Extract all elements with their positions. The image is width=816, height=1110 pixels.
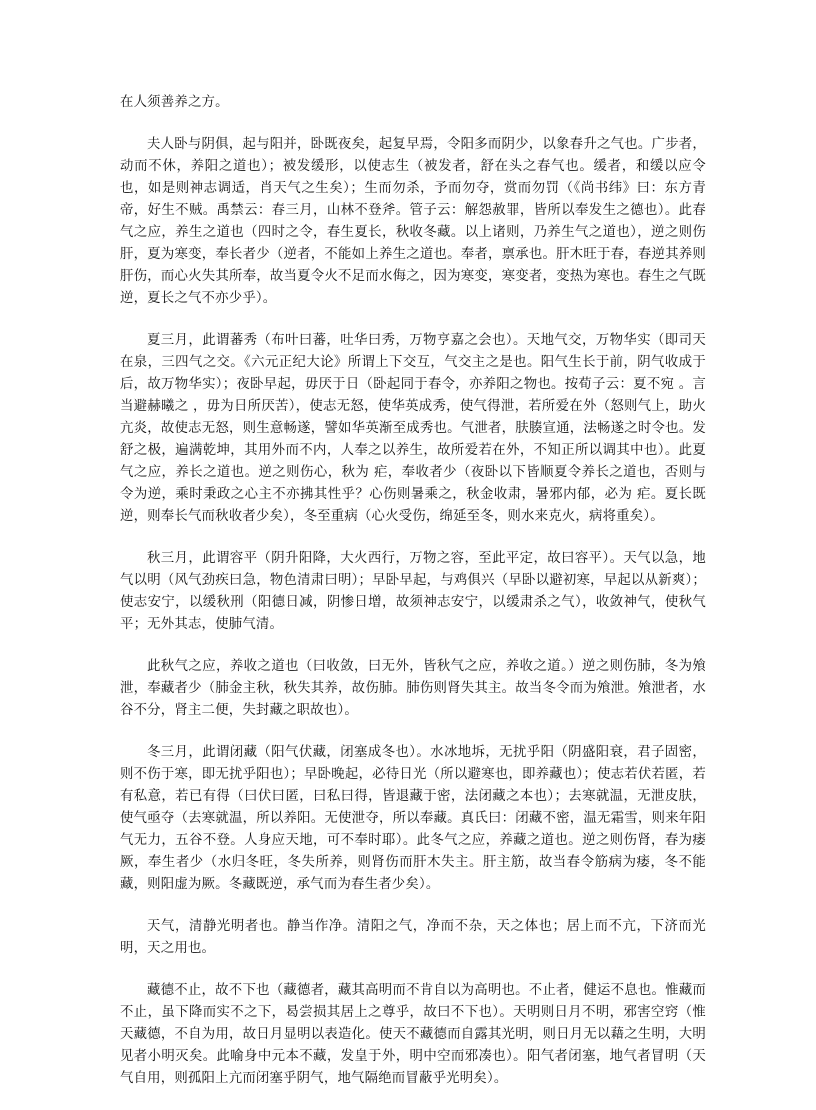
paragraph-autumn-response: 此秋气之应，养收之道也（曰收敛，曰无外，皆秋气之应，养收之道。）逆之则伤肺，冬为飧泄，奉藏者少（肺金主秋，秋失其养，故伤肺。肺伤则肾失其主。故当冬令而为飧泄。飧泄者，水谷不分，肾主二便，失封藏之职故也）。 xyxy=(120,659,706,718)
paragraph-spring: 夫人卧与阴俱，起与阳并，卧既夜矣，起复早焉，令阳多而阴少，以象春升之气也。广步者，动而不休，养阳之道也）；被发缓形，以使志生（被发者，舒在头之春气也。缓者，和缓以应令也，如是则神志调适，肖天气之生矣）；生而勿杀，予而勿夺，赏而勿罚（《尚书纬》曰：东方青帝，好生不贼。禹禁云：春三月，山林不登斧。管子云：解怨赦罪，皆所以奉发生之德也）。此春气之应，养生之道也（四时之令，春生夏长，秋收冬藏。以上诸则，乃养生气之道也），逆之则伤肝，夏为寒变，奉长者少（逆者，不能如上养生之道也。奉者，禀承也。肝木旺于春，春逆其养则肝伤，而心火失其所奉，故当夏令火不足而水侮之，因为寒变，寒变者，变热为寒也。春生之气既逆，夏长之气不亦少乎）。 xyxy=(120,137,706,306)
paragraph-intro: 在人须善养之方。 xyxy=(120,95,229,110)
paragraph-hidden-virtue: 藏德不止，故不下也（藏德者，藏其高明而不肯自以为高明也。不止者，健运不息也。惟藏而不止，虽下降而实不之下，曷尝损其居上之尊乎，故曰不下也）。天明则日月不明，邪害空窍（惟天藏德，不自为用，故日月显明以表造化。使天不藏德而自露其光明，则日月无以藉之生明，大明见者小明灭矣。此喻身中元本不藏，发皇于外，明中空而邪凑也）。阳气者闭塞，地气者冒明（天气自用，则孤阳上亢而闭塞乎阴气，地气隔绝而冒蔽乎光明矣）。 xyxy=(120,983,706,1086)
paragraph-autumn: 秋三月，此谓容平（阴升阳降，大火西行，万物之容，至此平定，故曰容平）。天气以急，地气以明（风气劲疾曰急，物色清肃曰明）；早卧早起，与鸡俱兴（早卧以避初寒，早起以从新爽）；使志安宁，以缓秋刑（阳德日减，阴惨日增，故须神志安宁，以缓肃杀之气），收敛神气，使秋气平；无外其志，使肺气清。 xyxy=(120,551,706,632)
paragraph-winter: 冬三月，此谓闭藏（阳气伏藏，闭塞成冬也）。水冰地坼，无扰乎阳（阴盛阳衰，君子固密，则不伤于寒，即无扰乎阳也）；早卧晚起，必待日光（所以避寒也，即养藏也）；使志若伏若匿，若有私意，若已有得（曰伏曰匿，曰私曰得，皆退藏于密，法闭藏之本也）；去寒就温，无泄皮肤，使气亟夺（去寒就温，所以养阳。无使泄夺，所以奉藏。真氏曰：闭藏不密，温无霜雪，则来年阳气无力，五谷不登。人身应天地，可不奉时耶）。此冬气之应，养藏之道也。逆之则伤肾，春为痿厥，奉生者少（水归冬旺，冬失所养，则肾伤而肝木失主。肝主筋，故当春令筋病为痿，冬不能藏，则阳虚为厥。冬藏既逆，承气而为春生者少矣）。 xyxy=(120,745,706,892)
paragraph-heaven-qi: 天气，清静光明者也。静当作净。清阳之气，净而不杂，天之体也；居上而不亢，下济而光明，天之用也。 xyxy=(120,919,706,956)
document-page xyxy=(120,92,706,1110)
paragraph-summer: 夏三月，此谓蕃秀（布叶曰蕃，吐华曰秀，万物亨嘉之会也）。天地气交，万物华实（即司天在泉，三四气之交。《六元正纪大论》所谓上下交互，气交主之是也。阳气生长于前，阴气收成于后，故万物华实）；夜卧早起，毋厌于日（卧起同于春令，亦养阳之物也。按荀子云：夏不宛 。言当避赫曦之 ，毋为日所厌苦），使志无怒，使华英成秀，使气得泄，若所爱在外（怒则气上，助火亢炎，故使志无怒，则生意畅遂，譬如华英渐至成秀也。气泄者，肤腠宣通，法畅遂之时令也。发舒之极，遍满乾坤，其用外而不内，人奉之以养生，故所爱若在外，不知正所以调其中也）。此夏气之应，养长之道也。逆之则伤心，秋为 疟，奉收者少（夜卧以下皆顺夏令养长之道也，否则与令为逆，乘时秉政之心主不亦拂其性乎？心伤则暑乘之，秋金收肃，暑邪内郁，必为 疟。夏长既逆，则奉长气而秋收者少矣），冬至重病（心火受伤，绵延至冬，则水来克火，病将重矣）。 xyxy=(120,333,706,524)
